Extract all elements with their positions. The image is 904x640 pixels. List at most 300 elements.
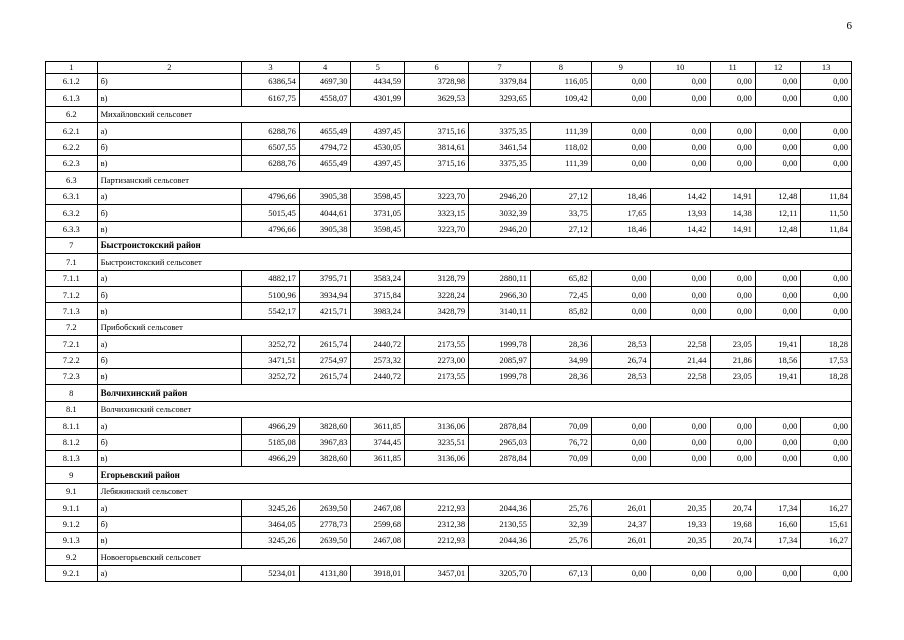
value-cell: 0,00 [801, 90, 852, 106]
value-cell: 4215,71 [299, 303, 351, 319]
value-cell: 2212,93 [405, 532, 469, 548]
row-variant: а) [97, 565, 241, 581]
row-variant: в) [97, 450, 241, 466]
value-cell: 2467,08 [351, 500, 405, 516]
value-cell: 0,00 [591, 74, 650, 90]
value-cell: 3205,70 [469, 565, 531, 581]
value-cell: 111,39 [530, 155, 591, 171]
value-cell: 4882,17 [242, 270, 300, 286]
value-cell: 3245,26 [242, 500, 300, 516]
subsection-row [46, 483, 852, 499]
value-cell: 0,00 [650, 123, 710, 139]
value-cell: 4796,66 [242, 221, 300, 237]
section-row [46, 385, 852, 401]
row-code: 9.2 [46, 549, 98, 565]
subsection-row [46, 172, 852, 188]
value-cell: 5015,45 [242, 205, 300, 221]
row-code: 8.1.1 [46, 418, 98, 434]
value-cell: 3428,79 [405, 303, 469, 319]
row-code: 6.2.1 [46, 123, 98, 139]
value-cell: 0,00 [650, 90, 710, 106]
table-row [46, 123, 852, 139]
row-code: 6.3.2 [46, 205, 98, 221]
row-variant: б) [97, 74, 241, 90]
value-cell: 0,00 [650, 74, 710, 90]
value-cell: 0,00 [801, 434, 852, 450]
value-cell: 109,42 [530, 90, 591, 106]
value-cell: 2639,50 [299, 500, 351, 516]
table-row [46, 352, 852, 368]
table-row [46, 336, 852, 352]
row-variant: а) [97, 418, 241, 434]
value-cell: 3471,51 [242, 352, 300, 368]
row-code: 8.1.2 [46, 434, 98, 450]
value-cell: 26,74 [591, 352, 650, 368]
value-cell: 76,72 [530, 434, 591, 450]
value-cell: 2467,08 [351, 532, 405, 548]
value-cell: 0,00 [591, 270, 650, 286]
value-cell: 0,00 [710, 303, 755, 319]
council-name: Михайловский сельсовет [97, 106, 851, 122]
row-code: 6.2.3 [46, 155, 98, 171]
row-code: 8.1.3 [46, 450, 98, 466]
row-variant: а) [97, 336, 241, 352]
value-cell: 0,00 [591, 90, 650, 106]
value-cell: 0,00 [755, 418, 800, 434]
value-cell: 3715,16 [405, 123, 469, 139]
row-code: 7 [46, 237, 98, 253]
column-header: 13 [801, 62, 852, 74]
row-variant: в) [97, 532, 241, 548]
value-cell: 70,09 [530, 418, 591, 434]
table-row [46, 287, 852, 303]
table-row [46, 303, 852, 319]
value-cell: 5100,96 [242, 287, 300, 303]
value-cell: 22,58 [650, 369, 710, 385]
value-cell: 3611,85 [351, 418, 405, 434]
row-code: 6.1.2 [46, 74, 98, 90]
value-cell: 0,00 [755, 450, 800, 466]
value-cell: 3583,24 [351, 270, 405, 286]
value-cell: 19,68 [710, 516, 755, 532]
row-variant: а) [97, 500, 241, 516]
council-name: Быстроистокский сельсовет [97, 254, 851, 270]
value-cell: 2639,50 [299, 532, 351, 548]
row-code: 9 [46, 467, 98, 483]
row-code: 7.1.1 [46, 270, 98, 286]
value-cell: 3223,70 [405, 221, 469, 237]
value-cell: 6386,54 [242, 74, 300, 90]
value-cell: 3136,06 [405, 450, 469, 466]
value-cell: 0,00 [591, 287, 650, 303]
value-cell: 16,27 [801, 500, 852, 516]
value-cell: 4397,45 [351, 123, 405, 139]
value-cell: 2754,97 [299, 352, 351, 368]
value-cell: 0,00 [710, 565, 755, 581]
value-cell: 2946,20 [469, 221, 531, 237]
subsection-row [46, 401, 852, 417]
value-cell: 3379,84 [469, 74, 531, 90]
table-row [46, 90, 852, 106]
value-cell: 0,00 [801, 123, 852, 139]
value-cell: 0,00 [591, 139, 650, 155]
council-name: Лебяжинский сельсовет [97, 483, 851, 499]
value-cell: 26,01 [591, 532, 650, 548]
value-cell: 17,34 [755, 500, 800, 516]
value-cell: 0,00 [801, 287, 852, 303]
table-row [46, 450, 852, 466]
column-header: 7 [469, 62, 531, 74]
table-row [46, 500, 852, 516]
value-cell: 0,00 [755, 434, 800, 450]
value-cell: 2312,38 [405, 516, 469, 532]
value-cell: 3728,98 [405, 74, 469, 90]
value-cell: 0,00 [801, 303, 852, 319]
value-cell: 18,28 [801, 336, 852, 352]
row-code: 7.1.3 [46, 303, 98, 319]
value-cell: 3293,65 [469, 90, 531, 106]
value-cell: 11,50 [801, 205, 852, 221]
value-cell: 23,05 [710, 336, 755, 352]
value-cell: 16,27 [801, 532, 852, 548]
value-cell: 0,00 [650, 450, 710, 466]
district-name: Волчихинский район [97, 385, 851, 401]
value-cell: 2085,97 [469, 352, 531, 368]
value-cell: 24,37 [591, 516, 650, 532]
value-cell: 18,56 [755, 352, 800, 368]
value-cell: 4530,05 [351, 139, 405, 155]
value-cell: 0,00 [710, 270, 755, 286]
value-cell: 2044,36 [469, 532, 531, 548]
column-header: 5 [351, 62, 405, 74]
value-cell: 12,48 [755, 188, 800, 204]
value-cell: 0,00 [755, 565, 800, 581]
value-cell: 3223,70 [405, 188, 469, 204]
value-cell: 3598,45 [351, 188, 405, 204]
value-cell: 23,05 [710, 369, 755, 385]
value-cell: 5185,08 [242, 434, 300, 450]
row-code: 8 [46, 385, 98, 401]
table-row [46, 418, 852, 434]
value-cell: 3828,60 [299, 450, 351, 466]
value-cell: 72,45 [530, 287, 591, 303]
row-code: 9.2.1 [46, 565, 98, 581]
value-cell: 20,74 [710, 500, 755, 516]
value-cell: 17,65 [591, 205, 650, 221]
table-row [46, 155, 852, 171]
value-cell: 3128,79 [405, 270, 469, 286]
value-cell: 4434,59 [351, 74, 405, 90]
value-cell: 19,41 [755, 369, 800, 385]
value-cell: 0,00 [710, 74, 755, 90]
value-cell: 0,00 [650, 270, 710, 286]
column-header: 1 [46, 62, 98, 74]
value-cell: 2966,30 [469, 287, 531, 303]
value-cell: 28,36 [530, 369, 591, 385]
value-cell: 17,34 [755, 532, 800, 548]
row-code: 9.1 [46, 483, 98, 499]
council-name: Прибобский сельсовет [97, 319, 851, 335]
row-code: 7.1.2 [46, 287, 98, 303]
value-cell: 0,00 [710, 450, 755, 466]
value-cell: 3252,72 [242, 369, 300, 385]
row-code: 6.2.2 [46, 139, 98, 155]
row-code: 6.3 [46, 172, 98, 188]
value-cell: 3245,26 [242, 532, 300, 548]
council-name: Партизанский сельсовет [97, 172, 851, 188]
value-cell: 1999,78 [469, 369, 531, 385]
row-variant: б) [97, 205, 241, 221]
value-cell: 3464,05 [242, 516, 300, 532]
row-code: 9.1.3 [46, 532, 98, 548]
value-cell: 14,91 [710, 188, 755, 204]
value-cell: 0,00 [591, 123, 650, 139]
subsection-row [46, 549, 852, 565]
value-cell: 4044,61 [299, 205, 351, 221]
table-row [46, 139, 852, 155]
value-cell: 0,00 [801, 155, 852, 171]
value-cell: 3457,01 [405, 565, 469, 581]
value-cell: 4301,99 [351, 90, 405, 106]
value-cell: 19,41 [755, 336, 800, 352]
council-name: Новоегорьевский сельсовет [97, 549, 851, 565]
value-cell: 17,53 [801, 352, 852, 368]
value-cell: 6288,76 [242, 155, 300, 171]
value-cell: 2044,36 [469, 500, 531, 516]
row-code: 6.3.3 [46, 221, 98, 237]
value-cell: 0,00 [650, 565, 710, 581]
value-cell: 3611,85 [351, 450, 405, 466]
value-cell: 3731,05 [351, 205, 405, 221]
value-cell: 2965,03 [469, 434, 531, 450]
value-cell: 34,99 [530, 352, 591, 368]
table-row [46, 74, 852, 90]
header-row [46, 62, 852, 74]
value-cell: 28,53 [591, 369, 650, 385]
value-cell: 4131,80 [299, 565, 351, 581]
row-variant: а) [97, 123, 241, 139]
value-cell: 4697,30 [299, 74, 351, 90]
table-row [46, 188, 852, 204]
column-header: 11 [710, 62, 755, 74]
value-cell: 0,00 [650, 434, 710, 450]
row-code: 7.2 [46, 319, 98, 335]
value-cell: 3905,38 [299, 221, 351, 237]
value-cell: 15,61 [801, 516, 852, 532]
value-cell: 0,00 [591, 434, 650, 450]
table-row [46, 221, 852, 237]
subsection-row [46, 319, 852, 335]
value-cell: 67,13 [530, 565, 591, 581]
value-cell: 0,00 [755, 155, 800, 171]
value-cell: 2440,72 [351, 369, 405, 385]
value-cell: 3228,24 [405, 287, 469, 303]
value-cell: 3744,45 [351, 434, 405, 450]
value-cell: 0,00 [591, 155, 650, 171]
value-cell: 3461,54 [469, 139, 531, 155]
district-name: Быстроистокский район [97, 237, 851, 253]
value-cell: 0,00 [650, 303, 710, 319]
section-row [46, 467, 852, 483]
value-cell: 2615,74 [299, 369, 351, 385]
value-cell: 85,82 [530, 303, 591, 319]
page-number: 6 [846, 20, 852, 32]
value-cell: 0,00 [801, 565, 852, 581]
value-cell: 3814,61 [405, 139, 469, 155]
value-cell: 2173,55 [405, 336, 469, 352]
row-variant: б) [97, 352, 241, 368]
column-header: 9 [591, 62, 650, 74]
value-cell: 0,00 [710, 123, 755, 139]
row-code: 7.2.2 [46, 352, 98, 368]
value-cell: 3140,11 [469, 303, 531, 319]
value-cell: 3967,83 [299, 434, 351, 450]
value-cell: 11,84 [801, 221, 852, 237]
value-cell: 5542,17 [242, 303, 300, 319]
district-name: Егорьевский район [97, 467, 851, 483]
value-cell: 28,36 [530, 336, 591, 352]
value-cell: 0,00 [755, 74, 800, 90]
value-cell: 14,42 [650, 188, 710, 204]
value-cell: 0,00 [591, 418, 650, 434]
value-cell: 1999,78 [469, 336, 531, 352]
value-cell: 0,00 [650, 287, 710, 303]
value-cell: 33,75 [530, 205, 591, 221]
value-cell: 3918,01 [351, 565, 405, 581]
row-variant: б) [97, 287, 241, 303]
value-cell: 0,00 [710, 418, 755, 434]
value-cell: 2130,55 [469, 516, 531, 532]
value-cell: 2615,74 [299, 336, 351, 352]
value-cell: 111,39 [530, 123, 591, 139]
value-cell: 3905,38 [299, 188, 351, 204]
table-row [46, 565, 852, 581]
section-row [46, 237, 852, 253]
column-header: 3 [242, 62, 300, 74]
value-cell: 6507,55 [242, 139, 300, 155]
value-cell: 3252,72 [242, 336, 300, 352]
value-cell: 118,02 [530, 139, 591, 155]
value-cell: 2946,20 [469, 188, 531, 204]
row-code: 7.1 [46, 254, 98, 270]
value-cell: 3323,15 [405, 205, 469, 221]
row-code: 9.1.2 [46, 516, 98, 532]
value-cell: 20,35 [650, 500, 710, 516]
value-cell: 0,00 [755, 270, 800, 286]
value-cell: 3795,71 [299, 270, 351, 286]
column-header: 8 [530, 62, 591, 74]
value-cell: 0,00 [801, 74, 852, 90]
value-cell: 0,00 [801, 450, 852, 466]
council-name: Волчихинский сельсовет [97, 401, 851, 417]
value-cell: 3598,45 [351, 221, 405, 237]
value-cell: 0,00 [801, 270, 852, 286]
value-cell: 2273,00 [405, 352, 469, 368]
value-cell: 3715,16 [405, 155, 469, 171]
table-row [46, 516, 852, 532]
value-cell: 2573,32 [351, 352, 405, 368]
value-cell: 0,00 [650, 139, 710, 155]
row-variant: б) [97, 139, 241, 155]
value-cell: 6167,75 [242, 90, 300, 106]
value-cell: 0,00 [755, 139, 800, 155]
value-cell: 26,01 [591, 500, 650, 516]
value-cell: 2173,55 [405, 369, 469, 385]
value-cell: 22,58 [650, 336, 710, 352]
value-cell: 0,00 [710, 434, 755, 450]
row-variant: в) [97, 221, 241, 237]
table-row [46, 369, 852, 385]
value-cell: 3934,94 [299, 287, 351, 303]
value-cell: 25,76 [530, 532, 591, 548]
subsection-row [46, 254, 852, 270]
value-cell: 27,12 [530, 188, 591, 204]
value-cell: 2440,72 [351, 336, 405, 352]
value-cell: 13,93 [650, 205, 710, 221]
value-cell: 0,00 [755, 303, 800, 319]
value-cell: 3828,60 [299, 418, 351, 434]
value-cell: 11,84 [801, 188, 852, 204]
row-code: 7.2.3 [46, 369, 98, 385]
value-cell: 14,42 [650, 221, 710, 237]
value-cell: 2212,93 [405, 500, 469, 516]
value-cell: 2878,84 [469, 418, 531, 434]
value-cell: 16,60 [755, 516, 800, 532]
value-cell: 4794,72 [299, 139, 351, 155]
value-cell: 116,05 [530, 74, 591, 90]
value-cell: 18,46 [591, 221, 650, 237]
value-cell: 14,91 [710, 221, 755, 237]
row-variant: а) [97, 188, 241, 204]
table-row [46, 532, 852, 548]
value-cell: 27,12 [530, 221, 591, 237]
row-code: 6.1.3 [46, 90, 98, 106]
value-cell: 0,00 [591, 303, 650, 319]
value-cell: 18,46 [591, 188, 650, 204]
value-cell: 5234,01 [242, 565, 300, 581]
value-cell: 2599,68 [351, 516, 405, 532]
value-cell: 4397,45 [351, 155, 405, 171]
value-cell: 2778,73 [299, 516, 351, 532]
value-cell: 0,00 [710, 139, 755, 155]
row-variant: в) [97, 155, 241, 171]
table-row [46, 270, 852, 286]
column-header: 2 [97, 62, 241, 74]
value-cell: 3235,51 [405, 434, 469, 450]
value-cell: 25,76 [530, 500, 591, 516]
value-cell: 4655,49 [299, 123, 351, 139]
value-cell: 3375,35 [469, 155, 531, 171]
row-variant: б) [97, 516, 241, 532]
subsection-row [46, 106, 852, 122]
row-code: 8.1 [46, 401, 98, 417]
value-cell: 12,11 [755, 205, 800, 221]
value-cell: 3032,39 [469, 205, 531, 221]
value-cell: 0,00 [710, 287, 755, 303]
value-cell: 19,33 [650, 516, 710, 532]
row-variant: в) [97, 369, 241, 385]
value-cell: 0,00 [755, 123, 800, 139]
row-variant: б) [97, 434, 241, 450]
value-cell: 32,39 [530, 516, 591, 532]
value-cell: 4966,29 [242, 450, 300, 466]
row-variant: в) [97, 303, 241, 319]
column-header: 12 [755, 62, 800, 74]
value-cell: 4558,07 [299, 90, 351, 106]
value-cell: 4966,29 [242, 418, 300, 434]
column-header: 6 [405, 62, 469, 74]
value-cell: 0,00 [591, 565, 650, 581]
